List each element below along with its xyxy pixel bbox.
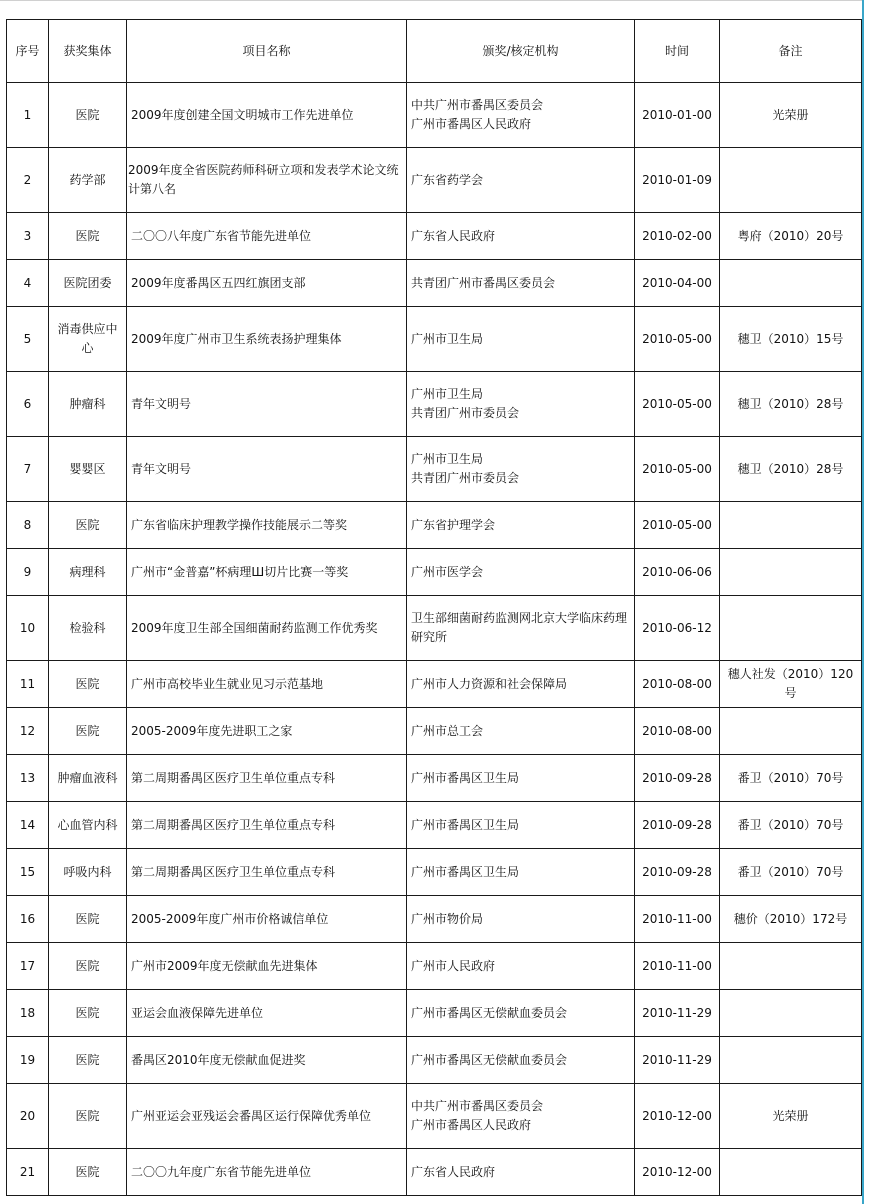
org-line: 广州市番禺区卫生局 xyxy=(411,770,520,785)
cell-time: 2010-06-06 xyxy=(635,549,720,596)
cell-seq: 7 xyxy=(7,437,49,502)
cell-project: 青年文明号 xyxy=(127,437,407,502)
cell-group: 药学部 xyxy=(49,148,127,213)
cell-note xyxy=(720,708,862,755)
table-row xyxy=(7,1084,862,1149)
table-row xyxy=(7,260,862,307)
table-row xyxy=(7,307,862,372)
cell-note: 番卫（2010）70号 xyxy=(720,755,862,802)
cell-org xyxy=(407,896,635,943)
cell-project: 广州市“金普嘉”杯病理Ш切片比赛一等奖 xyxy=(127,549,407,596)
cell-project: 第二周期番禺区医疗卫生单位重点专科 xyxy=(127,849,407,896)
cell-time: 2010-09-28 xyxy=(635,755,720,802)
cell-group: 医院 xyxy=(49,83,127,148)
cell-time: 2010-05-00 xyxy=(635,437,720,502)
cell-seq: 21 xyxy=(7,1149,49,1196)
org-line: 共青团广州市委员会 xyxy=(411,471,520,485)
cell-org xyxy=(407,708,635,755)
cell-project: 2009年度创建全国文明城市工作先进单位 xyxy=(127,83,407,148)
cell-group: 病理科 xyxy=(49,549,127,596)
top-border-line xyxy=(0,0,862,1)
header-seq: 序号 xyxy=(7,20,49,83)
awards-table xyxy=(6,19,862,1196)
cell-note xyxy=(720,1037,862,1084)
table-row xyxy=(7,437,862,502)
cell-org xyxy=(407,437,635,502)
cell-note: 番卫（2010）70号 xyxy=(720,802,862,849)
table-row xyxy=(7,596,862,661)
cell-group: 心血管内科 xyxy=(49,802,127,849)
table-row xyxy=(7,83,862,148)
cell-group: 医院 xyxy=(49,1037,127,1084)
cell-group: 医院 xyxy=(49,708,127,755)
cell-time: 2010-12-00 xyxy=(635,1149,720,1196)
cell-time: 2010-09-28 xyxy=(635,802,720,849)
cell-note: 光荣册 xyxy=(720,1084,862,1149)
cell-seq: 1 xyxy=(7,83,49,148)
cell-project: 2005-2009年度广州市价格诚信单位 xyxy=(127,896,407,943)
cell-project: 2009年度番禺区五四红旗团支部 xyxy=(127,260,407,307)
cell-project: 第二周期番禺区医疗卫生单位重点专科 xyxy=(127,802,407,849)
cell-org xyxy=(407,755,635,802)
cell-seq: 10 xyxy=(7,596,49,661)
cell-seq: 12 xyxy=(7,708,49,755)
org-line: 广州市番禺区无偿献血委员会 xyxy=(411,1052,568,1067)
cell-time: 2010-01-09 xyxy=(635,148,720,213)
cell-time: 2010-11-00 xyxy=(635,896,720,943)
cell-time: 2010-06-12 xyxy=(635,596,720,661)
table-row xyxy=(7,896,862,943)
cell-org xyxy=(407,148,635,213)
table-row xyxy=(7,1149,862,1196)
cell-note xyxy=(720,549,862,596)
table-row xyxy=(7,990,862,1037)
table-row xyxy=(7,372,862,437)
table-row xyxy=(7,502,862,549)
org-line: 广州市医学会 xyxy=(411,564,484,579)
org-line: 广州市卫生局 xyxy=(411,331,484,346)
cell-note xyxy=(720,990,862,1037)
cell-time: 2010-11-00 xyxy=(635,943,720,990)
cell-time: 2010-01-00 xyxy=(635,83,720,148)
window-right-edge xyxy=(862,0,864,1204)
org-line: 卫生部细菌耐药监测网北京大学临床药理研究所 xyxy=(411,611,628,644)
header-note: 备注 xyxy=(720,20,862,83)
cell-note: 番卫（2010）70号 xyxy=(720,849,862,896)
table-row xyxy=(7,148,862,213)
cell-seq: 9 xyxy=(7,549,49,596)
table-row xyxy=(7,661,862,708)
cell-group: 呼吸内科 xyxy=(49,849,127,896)
cell-note: 穗卫（2010）28号 xyxy=(720,437,862,502)
cell-project: 第二周期番禺区医疗卫生单位重点专科 xyxy=(127,755,407,802)
cell-project: 广州市2009年度无偿献血先进集体 xyxy=(127,943,407,990)
cell-seq: 17 xyxy=(7,943,49,990)
cell-project: 广东省临床护理教学操作技能展示二等奖 xyxy=(127,502,407,549)
cell-note: 穗价（2010）172号 xyxy=(720,896,862,943)
cell-group: 消毒供应中心 xyxy=(49,307,127,372)
org-line: 广州市番禺区人民政府 xyxy=(411,117,532,131)
cell-org xyxy=(407,372,635,437)
org-line: 共青团广州市番禺区委员会 xyxy=(411,275,556,290)
org-line: 广东省药学会 xyxy=(411,172,484,187)
cell-seq: 14 xyxy=(7,802,49,849)
cell-group: 医院团委 xyxy=(49,260,127,307)
table-header-row xyxy=(7,20,862,83)
cell-seq: 16 xyxy=(7,896,49,943)
cell-seq: 15 xyxy=(7,849,49,896)
header-group: 获奖集体 xyxy=(49,20,127,83)
cell-time: 2010-09-28 xyxy=(635,849,720,896)
table-row xyxy=(7,755,862,802)
cell-note xyxy=(720,148,862,213)
header-org: 颁奖/核定机构 xyxy=(407,20,635,83)
cell-time: 2010-12-00 xyxy=(635,1084,720,1149)
cell-seq: 6 xyxy=(7,372,49,437)
cell-group: 医院 xyxy=(49,943,127,990)
cell-note: 穗卫（2010）15号 xyxy=(720,307,862,372)
org-line: 广州市卫生局 xyxy=(411,452,484,466)
cell-group: 检验科 xyxy=(49,596,127,661)
header-project: 项目名称 xyxy=(127,20,407,83)
org-line: 广东省人民政府 xyxy=(411,228,496,243)
cell-group: 肿瘤血液科 xyxy=(49,755,127,802)
cell-group: 医院 xyxy=(49,1149,127,1196)
org-line: 广州市总工会 xyxy=(411,723,484,738)
cell-seq: 3 xyxy=(7,213,49,260)
org-line: 共青团广州市委员会 xyxy=(411,406,520,420)
cell-group: 医院 xyxy=(49,990,127,1037)
org-line: 广州市人力资源和社会保障局 xyxy=(411,676,568,691)
cell-note: 穗人社发（2010）120号 xyxy=(720,661,862,708)
cell-seq: 18 xyxy=(7,990,49,1037)
cell-project: 2009年度卫生部全国细菌耐药监测工作优秀奖 xyxy=(127,596,407,661)
cell-project: 番禺区2010年度无偿献血促进奖 xyxy=(127,1037,407,1084)
cell-group: 医院 xyxy=(49,213,127,260)
org-line: 广州市人民政府 xyxy=(411,958,496,973)
org-line: 广州市番禺区卫生局 xyxy=(411,864,520,879)
cell-seq: 4 xyxy=(7,260,49,307)
cell-group: 医院 xyxy=(49,661,127,708)
cell-seq: 13 xyxy=(7,755,49,802)
cell-note xyxy=(720,596,862,661)
cell-project: 亚运会血液保障先进单位 xyxy=(127,990,407,1037)
table-row xyxy=(7,849,862,896)
cell-org xyxy=(407,943,635,990)
cell-seq: 8 xyxy=(7,502,49,549)
cell-org xyxy=(407,849,635,896)
cell-time: 2010-11-29 xyxy=(635,990,720,1037)
table-row xyxy=(7,1037,862,1084)
cell-note: 光荣册 xyxy=(720,83,862,148)
table-row xyxy=(7,213,862,260)
cell-time: 2010-08-00 xyxy=(635,708,720,755)
cell-time: 2010-02-00 xyxy=(635,213,720,260)
cell-seq: 11 xyxy=(7,661,49,708)
cell-time: 2010-05-00 xyxy=(635,502,720,549)
cell-time: 2010-11-29 xyxy=(635,1037,720,1084)
cell-org xyxy=(407,1037,635,1084)
cell-org xyxy=(407,83,635,148)
cell-project: 广州亚运会亚残运会番禺区运行保障优秀单位 xyxy=(127,1084,407,1149)
header-time: 时间 xyxy=(635,20,720,83)
cell-group: 婴婴区 xyxy=(49,437,127,502)
cell-seq: 5 xyxy=(7,307,49,372)
cell-org xyxy=(407,1149,635,1196)
org-line: 中共广州市番禺区委员会 xyxy=(411,1099,544,1113)
cell-time: 2010-08-00 xyxy=(635,661,720,708)
cell-note xyxy=(720,943,862,990)
org-line: 广州市番禺区卫生局 xyxy=(411,817,520,832)
cell-time: 2010-04-00 xyxy=(635,260,720,307)
cell-group: 肿瘤科 xyxy=(49,372,127,437)
table-row xyxy=(7,943,862,990)
cell-project: 青年文明号 xyxy=(127,372,407,437)
org-line: 广州市卫生局 xyxy=(411,387,484,401)
cell-org xyxy=(407,1084,635,1149)
cell-seq: 19 xyxy=(7,1037,49,1084)
cell-seq: 20 xyxy=(7,1084,49,1149)
org-line: 广州市番禺区人民政府 xyxy=(411,1118,532,1132)
cell-time: 2010-05-00 xyxy=(635,307,720,372)
cell-org xyxy=(407,307,635,372)
cell-org xyxy=(407,260,635,307)
cell-project: 广州市高校毕业生就业见习示范基地 xyxy=(127,661,407,708)
cell-note xyxy=(720,1149,862,1196)
cell-note: 粤府（2010）20号 xyxy=(720,213,862,260)
org-line: 广东省护理学会 xyxy=(411,517,496,532)
cell-project: 2009年度广州市卫生系统表扬护理集体 xyxy=(127,307,407,372)
cell-group: 医院 xyxy=(49,502,127,549)
org-line: 广州市物价局 xyxy=(411,911,484,926)
cell-org xyxy=(407,502,635,549)
cell-group: 医院 xyxy=(49,1084,127,1149)
cell-note xyxy=(720,260,862,307)
cell-org xyxy=(407,549,635,596)
cell-project: 2005-2009年度先进职工之家 xyxy=(127,708,407,755)
cell-org xyxy=(407,213,635,260)
org-line: 广东省人民政府 xyxy=(411,1164,496,1179)
cell-org xyxy=(407,661,635,708)
cell-org xyxy=(407,596,635,661)
table-row xyxy=(7,549,862,596)
table-row xyxy=(7,708,862,755)
cell-time: 2010-05-00 xyxy=(635,372,720,437)
cell-org xyxy=(407,990,635,1037)
cell-org xyxy=(407,802,635,849)
cell-note xyxy=(720,502,862,549)
org-line: 广州市番禺区无偿献血委员会 xyxy=(411,1005,568,1020)
cell-project: 二〇〇八年度广东省节能先进单位 xyxy=(127,213,407,260)
org-line: 中共广州市番禺区委员会 xyxy=(411,98,544,112)
cell-group: 医院 xyxy=(49,896,127,943)
table-row xyxy=(7,802,862,849)
cell-seq: 2 xyxy=(7,148,49,213)
cell-project: 二〇〇九年度广东省节能先进单位 xyxy=(127,1149,407,1196)
cell-note: 穗卫（2010）28号 xyxy=(720,372,862,437)
cell-project: 2009年度全省医院药师科研立项和发表学术论文统计第八名 xyxy=(127,148,407,213)
